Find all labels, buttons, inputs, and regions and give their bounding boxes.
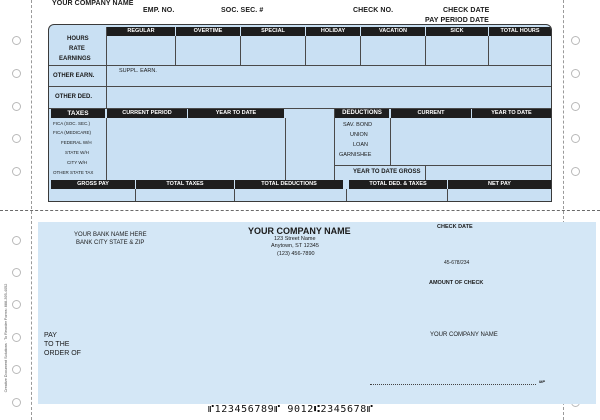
grid-line — [346, 189, 347, 202]
deduction-item: GARNISHEE — [339, 152, 372, 158]
bank-name: YOUR BANK NAME HERE — [74, 232, 147, 238]
grid-line — [135, 189, 136, 202]
deduction-item: LOAN — [353, 142, 368, 148]
col-vacation: VACATION — [361, 27, 425, 36]
tax-item: STATE W/H — [65, 150, 89, 155]
header-company-name: YOUR COMPANY NAME — [52, 0, 134, 7]
pay-line: TO THE — [44, 341, 70, 348]
grid-line — [49, 86, 552, 87]
grid-line — [488, 36, 489, 65]
col-net-pay: NET PAY — [448, 180, 551, 189]
col-gross-pay: GROSS PAY — [51, 180, 135, 189]
tax-item: FICA (SOC. SEC.) — [53, 121, 91, 126]
col-overtime: OVERTIME — [176, 27, 240, 36]
header-soc-sec: SOC. SEC. # — [221, 7, 264, 14]
col-total-ded-taxes: TOTAL DED. & TAXES — [349, 180, 447, 189]
label-hours: HOURS — [67, 36, 89, 42]
col-regular: REGULAR — [107, 27, 175, 36]
reorder-side-text: Creative Document Solutions · To Reorder Forms: 888-395-4052 — [4, 283, 8, 393]
tax-item: FICA (MEDICARE) — [53, 130, 92, 135]
label-earnings: EARNINGS — [59, 56, 91, 62]
tax-item: CITY W/H — [67, 160, 88, 165]
check-company-name: YOUR COMPANY NAME — [248, 226, 351, 236]
grid-line — [49, 65, 552, 66]
tax-item: OTHER STATE TAX — [53, 170, 94, 175]
grid-line — [425, 165, 426, 180]
perforation-top — [0, 210, 600, 211]
grid-line — [360, 36, 361, 65]
col-current: CURRENT — [391, 109, 471, 118]
perforation-left — [31, 0, 32, 420]
deduction-item: SAV. BOND — [343, 122, 373, 128]
col-total-taxes: TOTAL TAXES — [136, 180, 234, 189]
bank-city: BANK CITY STATE & ZIP — [76, 240, 145, 246]
col-total-deductions: TOTAL DEDUCTIONS — [235, 180, 343, 189]
company-address-1: 123 Street Name — [274, 236, 316, 242]
header-check-no: CHECK NO. — [353, 7, 394, 14]
header-pay-period-date: PAY PERIOD DATE — [425, 17, 489, 24]
grid-line — [285, 118, 286, 180]
check-body — [38, 222, 596, 404]
header-emp-no: EMP. NO. — [143, 7, 175, 14]
pay-line: PAY — [44, 332, 57, 339]
col-total-hours: TOTAL HOURS — [489, 27, 551, 36]
taxes-header: TAXES — [51, 109, 105, 118]
col-sick: SICK — [426, 27, 488, 36]
col-current-period: CURRENT PERIOD — [107, 109, 187, 118]
grid-line — [447, 189, 448, 202]
label-suppl-earn: SUPPL. EARN. — [119, 68, 157, 74]
label-other-earn: OTHER EARN. — [53, 73, 95, 79]
amount-of-check-label: AMOUNT OF CHECK — [429, 280, 484, 286]
signature-company-name: YOUR COMPANY NAME — [430, 332, 498, 338]
header-check-date: CHECK DATE — [443, 7, 490, 14]
company-address-2: Anytown, ST 12345 — [271, 243, 319, 249]
grid-line — [106, 27, 107, 108]
mp-mark: MP — [539, 379, 545, 384]
grid-line — [106, 118, 107, 180]
deduction-item: UNION — [350, 132, 368, 138]
company-phone: (123) 456-7890 — [277, 251, 315, 257]
check-date-label: CHECK DATE — [437, 224, 473, 230]
col-year-to-date-ded: YEAR TO DATE — [472, 109, 551, 118]
grid-line — [425, 36, 426, 65]
label-rate: RATE — [69, 46, 85, 52]
col-holiday: HOLIDAY — [306, 27, 360, 36]
micr-line: ⑈123456789⑈ 9012⑆2345678⑈ — [208, 404, 374, 415]
grid-line — [240, 36, 241, 65]
label-ytd-gross: YEAR TO DATE GROSS — [353, 169, 421, 175]
deductions-header: DEDUCTIONS — [335, 109, 389, 118]
pay-stub — [48, 24, 552, 202]
label-other-ded: OTHER DED. — [55, 94, 93, 100]
tax-item: FEDERAL W/H — [61, 140, 92, 145]
grid-line — [334, 165, 552, 166]
signature-line — [370, 384, 536, 385]
col-year-to-date-taxes: YEAR TO DATE — [188, 109, 284, 118]
grid-line — [175, 36, 176, 65]
grid-line — [334, 109, 335, 180]
pay-line: ORDER OF — [44, 350, 81, 357]
col-special: SPECIAL — [241, 27, 305, 36]
grid-line — [305, 36, 306, 65]
routing-fraction: 45-678/234 — [444, 260, 470, 266]
grid-line — [390, 118, 391, 165]
grid-line — [234, 189, 235, 202]
